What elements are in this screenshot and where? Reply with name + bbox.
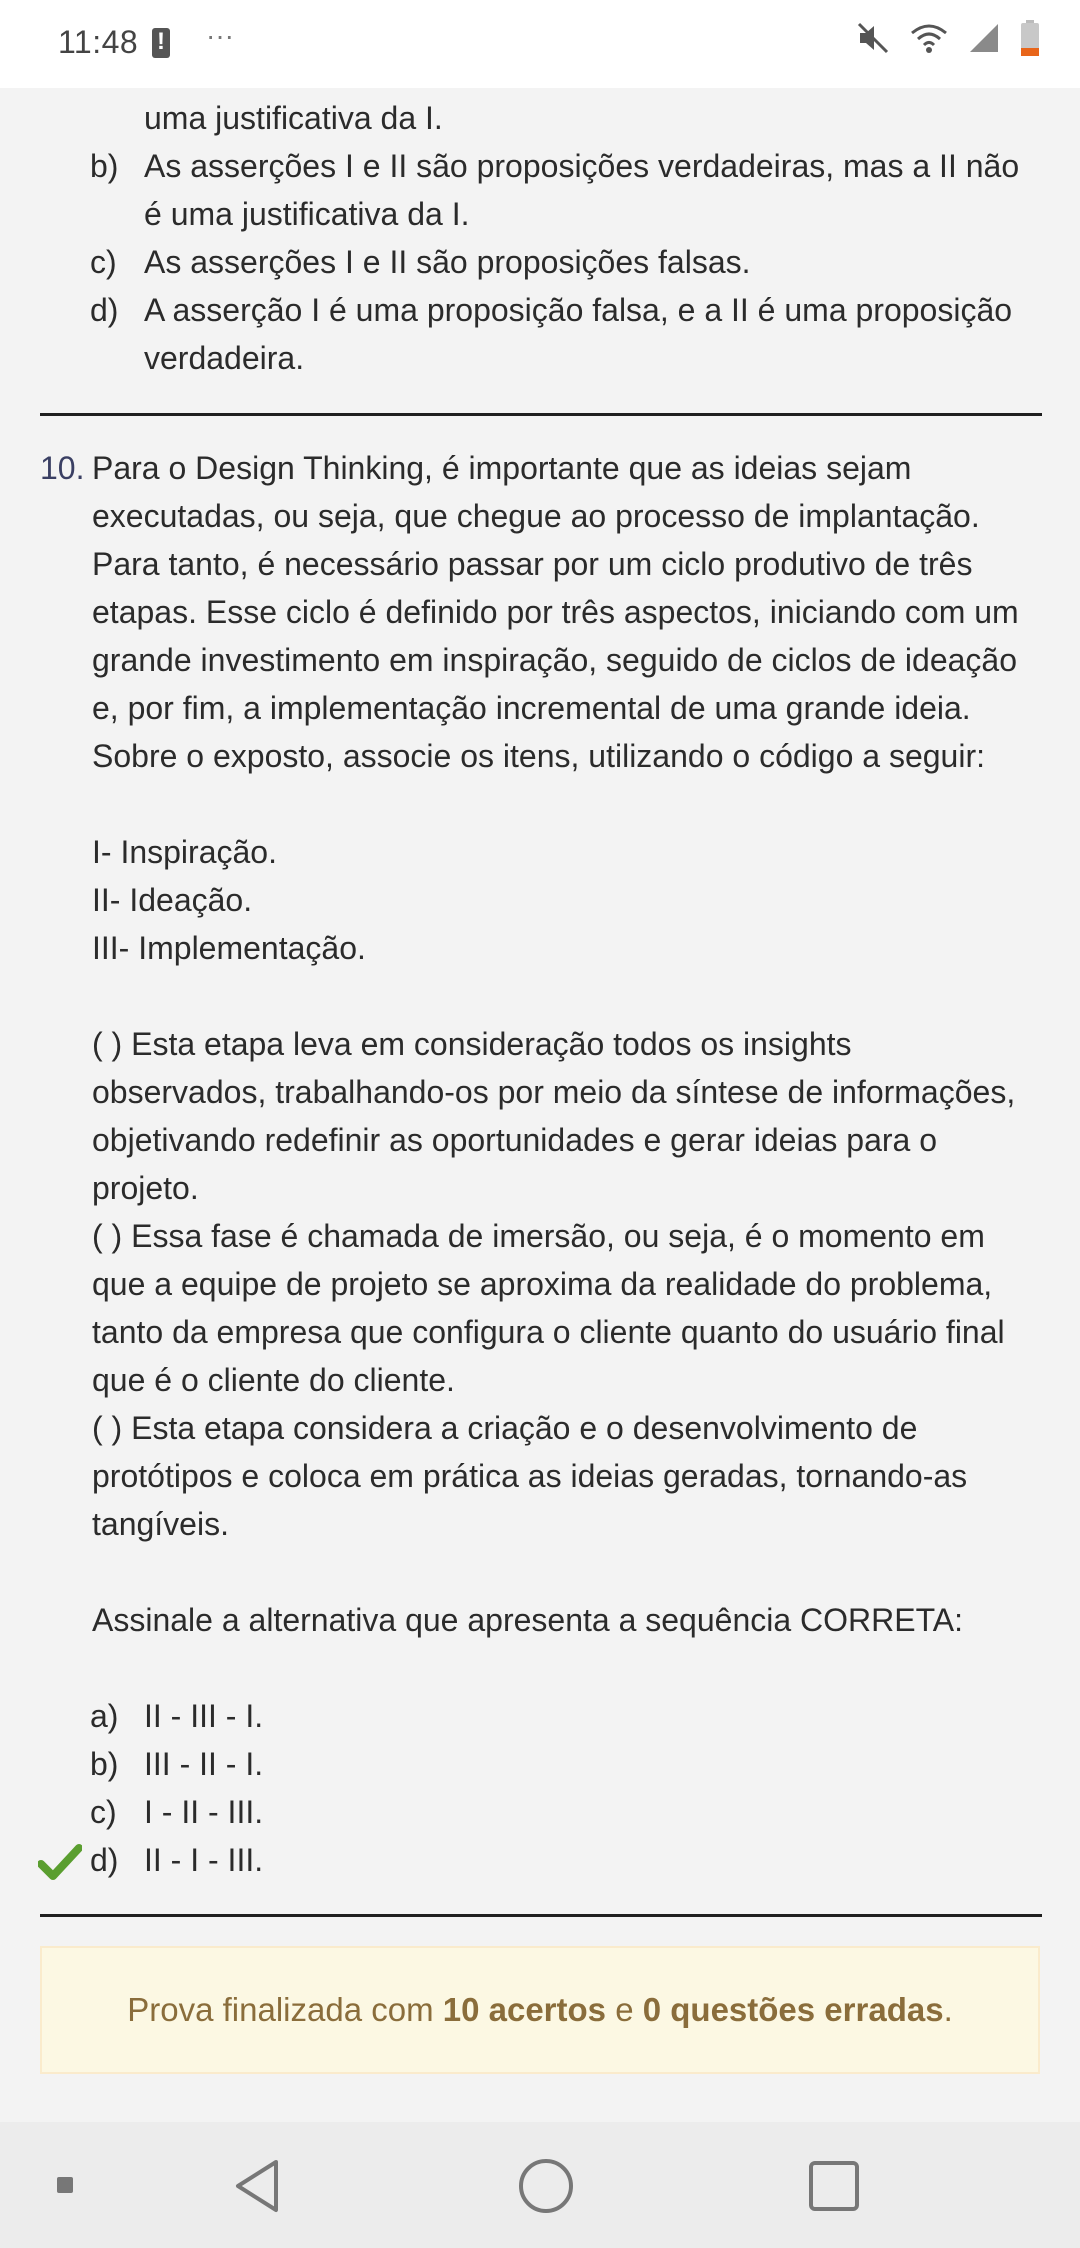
menu-square-icon[interactable] (56, 2176, 74, 2194)
checkmark-icon (38, 1842, 82, 1882)
option-text: II - III - I. (144, 1698, 264, 1734)
option-letter: c) (90, 244, 117, 280)
signal-icon (968, 22, 1000, 54)
result-middle: e (606, 1991, 643, 2028)
item-implementacao: III- Implementação. (92, 930, 366, 966)
home-icon[interactable] (518, 2158, 574, 2214)
back-icon[interactable] (232, 2158, 282, 2214)
status-icons (856, 20, 1040, 56)
blank-statement-2: ( ) Essa fase é chamada de imersão, ou seja, é o momento em que a equipe de projeto se aproxima da realidade do problema, tanto da empresa que configura o cliente quanto do usuário final que é o cliente do cliente. (92, 1218, 1005, 1398)
blank-statement-1: ( ) Esta etapa leva em consideração todos os insights observados, trabalhando-os por meio da síntese de informações, objetivando redefinir as oportunidades e gerar ideias para o projeto. (92, 1026, 1016, 1206)
battery-low-icon (1020, 20, 1040, 56)
result-hits: 10 acertos (442, 1991, 607, 2028)
question-divider (40, 1914, 1042, 1917)
recents-icon[interactable] (808, 2160, 860, 2212)
status-bar (0, 0, 1080, 88)
item-inspiracao: I- Inspiração. (92, 834, 277, 870)
previous-question-tail: uma justificativa da I. (144, 100, 443, 136)
prev-option-d (90, 286, 1024, 382)
option-letter: d) (90, 292, 119, 328)
option-letter: c) (90, 1794, 117, 1830)
exam-content (0, 88, 1080, 2122)
mute-icon (856, 21, 890, 55)
question-prompt: Assinale a alternativa que apresenta a sequência CORRETA: (92, 1602, 963, 1638)
option-b[interactable] (90, 1740, 1024, 1788)
result-prefix: Prova finalizada com (127, 1991, 443, 2028)
battery-alert-icon (152, 28, 170, 58)
navigation-bar (0, 2122, 1080, 2248)
option-letter: b) (90, 148, 119, 184)
more-dots-icon: ··· (206, 20, 234, 51)
option-text: I - II - III. (144, 1794, 264, 1830)
option-letter: a) (90, 1698, 119, 1734)
option-a[interactable] (90, 1692, 1024, 1740)
result-errors: 0 questões erradas (642, 1991, 944, 2028)
prev-option-c (90, 238, 1024, 286)
result-alert (40, 1946, 1040, 2074)
item-ideacao: II- Ideação. (92, 882, 253, 918)
question-statement: Para o Design Thinking, é importante que as ideias sejam executadas, ou seja, que chegue ao processo de implantação. Para tanto, é necessário passar por um ciclo produtivo de três etapas. Esse ciclo é definido por três aspectos, iniciando com um grande investimento em inspiração, seguido de ciclos de ideação e, por fim, a implementação incremental de uma grande ideia. Sobre o exposto, associe os itens, utilizando o código a seguir: (92, 450, 1019, 774)
option-text: II - I - III. (144, 1842, 264, 1878)
question-divider (40, 413, 1042, 416)
option-text: As asserções I e II são proposições falsas. (144, 244, 751, 280)
status-time: 11:48 (58, 24, 139, 60)
option-text: A asserção I é uma proposição falsa, e a II é uma proposição verdadeira. (144, 292, 1013, 376)
result-suffix: . (943, 1991, 953, 2028)
option-text: As asserções I e II são proposições verdadeiras, mas a II não é uma justificativa da I. (144, 148, 1020, 232)
option-letter: b) (90, 1746, 119, 1782)
question-number: 10. (40, 450, 85, 486)
wifi-icon (910, 21, 948, 55)
option-text: III - II - I. (144, 1746, 264, 1782)
option-d[interactable] (90, 1836, 1024, 1884)
blank-statement-3: ( ) Esta etapa considera a criação e o desenvolvimento de protótipos e coloca em prática as ideias geradas, tornando-as tangíveis. (92, 1410, 968, 1542)
prev-option-b (90, 142, 1024, 238)
option-c[interactable] (90, 1788, 1024, 1836)
option-letter: d) (90, 1842, 119, 1878)
question-body (92, 444, 1032, 1644)
